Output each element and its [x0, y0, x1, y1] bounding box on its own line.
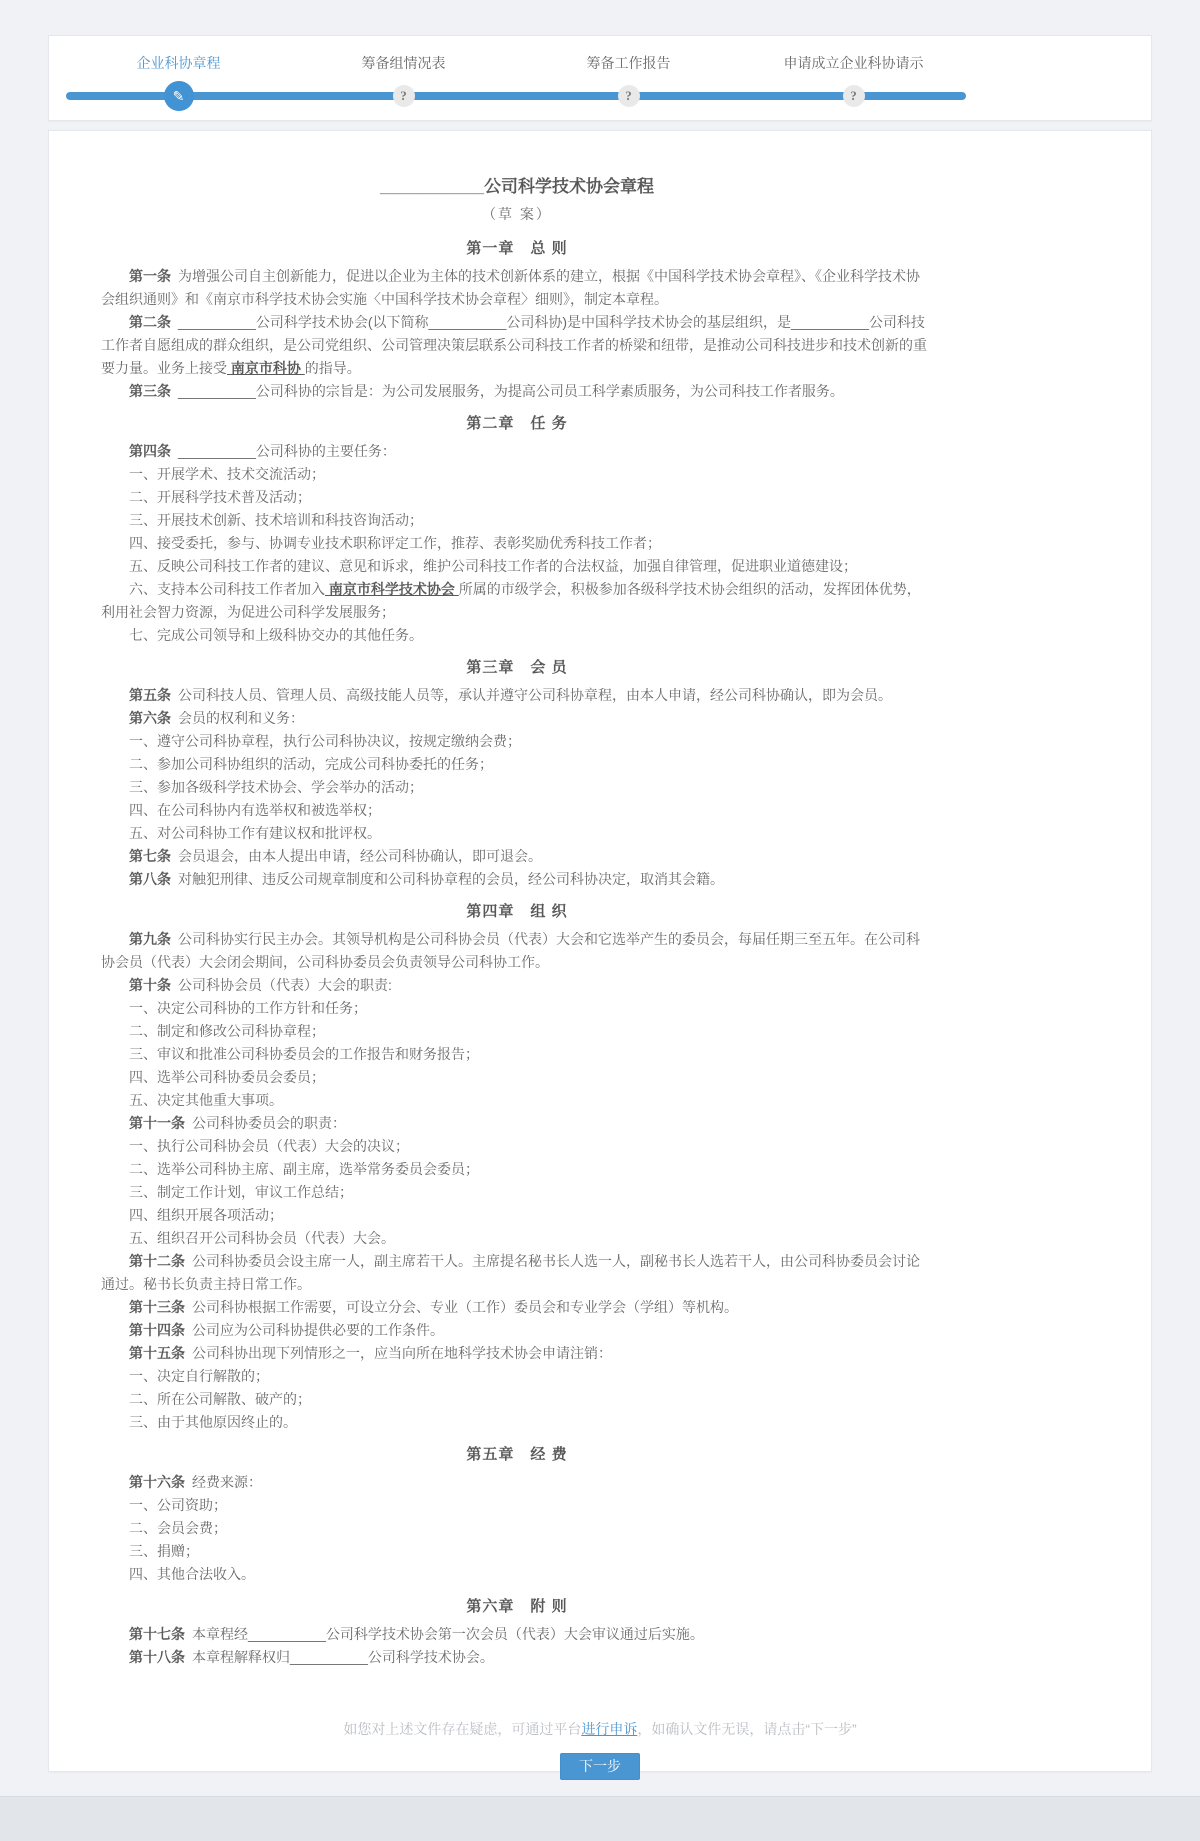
article-number: 第十条 — [129, 977, 171, 993]
article-number: 第十五条 — [129, 1345, 185, 1361]
doc-list-item: 五、决定其他重大事项。 — [129, 1092, 283, 1108]
doc-list-item: 二、制定和修改公司科协章程； — [129, 1023, 325, 1039]
doc-subtitle: （草 案） — [482, 206, 552, 222]
hint-prefix: 如您对上述文件存在疑虑，可通过平台 — [343, 1721, 582, 1737]
doc-list-item: 二、参加公司科协组织的活动，完成公司科协委托的任务； — [129, 756, 493, 772]
hint-suffix: ，如确认文件无误，请点击“下一步” — [637, 1721, 857, 1737]
article-number: 第六条 — [129, 710, 171, 726]
article-number: 第十六条 — [129, 1474, 185, 1490]
article-number: 第五条 — [129, 687, 171, 703]
step-2[interactable] — [291, 36, 516, 103]
article-number: 第一条 — [129, 268, 171, 284]
chapter-heading: 第三章 会 员 — [466, 659, 568, 676]
charter-document-card — [48, 130, 1152, 1772]
article-number: 第三条 — [129, 383, 171, 399]
chapter-heading: 第五章 经 费 — [466, 1446, 568, 1463]
step-label[interactable]: 筹备组情况表 — [361, 55, 446, 71]
doc-list-item: 三、开展技术创新、技术培训和科技咨询活动； — [129, 512, 423, 528]
article-number: 第十一条 — [129, 1115, 185, 1131]
doc-list-item: 二、会员会费； — [129, 1520, 227, 1536]
doc-paragraph: 第二条 __________公司科学技术协会(以下简称__________公司科协)是中国科学技术协会的基层组织，是__________公司科技工作者自愿组成的群众组织，是公司党组织、公司管理决策层联系公司科技工作者的桥梁和纽带，是推动公司科技进步和技术创新的重要力量。业务上接受 南京市科协 的指导。 — [101, 314, 927, 376]
doc-list-item: 三、参加各级科学技术协会、学会举办的活动； — [129, 779, 423, 795]
doc-paragraph: 第十六条 经费来源： — [129, 1474, 262, 1490]
doc-paragraph: 第一条 为增强公司自主创新能力，促进以企业为主体的技术创新体系的建立，根据《中国科学技术协会章程》、《企业科学技术协会组织通则》和《南京市科学技术协会实施〈中国科学技术协会章程〉细则》，制定本章程。 — [101, 268, 920, 307]
doc-paragraph: 第十八条 本章程解释权归__________公司科学技术协会。 — [129, 1649, 494, 1665]
doc-paragraph: 第十五条 公司科协出现下列情形之一，应当向所在地科学技术协会申请注销： — [129, 1345, 612, 1361]
chapter-heading: 第四章 组 织 — [466, 903, 568, 920]
doc-list-item: 七、完成公司领导和上级科协交办的其他任务。 — [129, 627, 423, 643]
question-icon[interactable]: ? — [393, 85, 415, 107]
doc-paragraph: 第七条 会员退会，由本人提出申请，经公司科协确认，即可退会。 — [129, 848, 542, 864]
progress-fill — [66, 92, 966, 100]
doc-list-item: 二、选举公司科协主席、副主席，选举常务委员会委员； — [129, 1161, 479, 1177]
doc-paragraph: 第十一条 公司科协委员会的职责： — [129, 1115, 346, 1131]
article-number: 第九条 — [129, 931, 171, 947]
confirm-hint — [49, 1719, 1151, 1739]
doc-list-item: 三、制定工作计划，审议工作总结； — [129, 1184, 353, 1200]
step-label[interactable]: 筹备工作报告 — [586, 55, 671, 71]
doc-list-item: 三、捐赠； — [129, 1543, 199, 1559]
doc-list-item: 二、所在公司解散、破产的； — [129, 1391, 311, 1407]
doc-list-item: 四、组织开展各项活动； — [129, 1207, 283, 1223]
step-label[interactable]: 企业科协章程 — [136, 55, 221, 71]
doc-title: ___________公司科学技术协会章程 — [379, 177, 654, 196]
doc-list-item: 一、执行公司科协会员（代表）大会的决议； — [129, 1138, 409, 1154]
document-body — [101, 173, 933, 1669]
doc-list-item: 四、接受委托，参与、协调专业技术职称评定工作，推荐、表彰奖励优秀科技工作者； — [129, 535, 661, 551]
doc-list-item: 一、决定公司科协的工作方针和任务； — [129, 1000, 367, 1016]
doc-paragraph: 第十二条 公司科协委员会设主席一人，副主席若干人。主席提名秘书长人选一人，副秘书长人选若干人，由公司科协委员会讨论通过。秘书长负责主持日常工作。 — [101, 1253, 920, 1292]
doc-list-item: 五、组织召开公司科协会员（代表）大会。 — [129, 1230, 395, 1246]
doc-list-item: 一、决定自行解散的； — [129, 1368, 269, 1384]
doc-list-item: 一、遵守公司科协章程，执行公司科协决议，按规定缴纳会费； — [129, 733, 521, 749]
step-label[interactable]: 申请成立企业科协请示 — [783, 55, 924, 71]
step-1[interactable] — [66, 36, 291, 104]
wizard-stepper — [48, 35, 1152, 121]
article-number: 第二条 — [129, 314, 171, 330]
chapter-heading: 第二章 任 务 — [466, 415, 568, 432]
doc-paragraph: 第六条 会员的权利和义务： — [129, 710, 304, 726]
article-number: 第四条 — [129, 443, 171, 459]
article-number: 第十八条 — [129, 1649, 185, 1665]
progress-track — [66, 92, 966, 100]
article-number: 第十七条 — [129, 1626, 185, 1642]
doc-list-item: 五、对公司科协工作有建议权和批评权。 — [129, 825, 381, 841]
doc-list-item: 四、在公司科协内有选举权和被选举权； — [129, 802, 381, 818]
doc-list-item: 三、由于其他原因终止的。 — [129, 1414, 297, 1430]
doc-list-item: 六、支持本公司科技工作者加入 南京市科学技术协会 所属的市级学会，积极参加各级科学技术协会组织的活动，发挥团体优势，利用社会智力资源，为促进公司科学发展服务； — [101, 581, 921, 620]
doc-list-item: 四、选举公司科协委员会委员； — [129, 1069, 325, 1085]
doc-paragraph: 第三条 __________公司科协的宗旨是：为公司发展服务，为提高公司员工科学素质服务，为公司科技工作者服务。 — [129, 383, 844, 399]
doc-list-item: 五、反映公司科技工作者的建议、意见和诉求，维护公司科技工作者的合法权益，加强自律管理，促进职业道德建设； — [129, 558, 857, 574]
question-icon[interactable]: ? — [843, 85, 865, 107]
page-footer-bar — [0, 1796, 1200, 1841]
doc-paragraph: 第十四条 公司应为公司科协提供必要的工作条件。 — [129, 1322, 444, 1338]
doc-paragraph: 第八条 对触犯刑律、违反公司规章制度和公司科协章程的会员，经公司科协决定，取消其会籍。 — [129, 871, 724, 887]
article-number: 第十四条 — [129, 1322, 185, 1338]
filled-blank: 南京市科协 — [227, 360, 305, 376]
chapter-heading: 第一章 总 则 — [466, 240, 568, 257]
question-icon[interactable]: ? — [618, 85, 640, 107]
doc-paragraph: 第十三条 公司科协根据工作需要，可设立分会、专业（工作）委员会和专业学会（学组）等机构。 — [129, 1299, 738, 1315]
doc-paragraph: 第十七条 本章程经__________公司科学技术协会第一次会员（代表）大会审议通过后实施。 — [129, 1626, 704, 1642]
chapter-heading: 第六章 附 则 — [466, 1598, 568, 1615]
doc-paragraph: 第十条 公司科协会员（代表）大会的职责: — [129, 977, 392, 993]
filled-blank: 南京市科学技术协会 — [325, 581, 459, 597]
doc-list-item: 二、开展科学技术普及活动； — [129, 489, 311, 505]
doc-list-item: 三、审议和批准公司科协委员会的工作报告和财务报告； — [129, 1046, 479, 1062]
pencil-icon[interactable]: ✎ — [164, 81, 194, 111]
stepper-steps — [66, 36, 966, 120]
article-number: 第八条 — [129, 871, 171, 887]
step-3[interactable] — [516, 36, 741, 103]
doc-list-item: 一、开展学术、技术交流活动； — [129, 466, 325, 482]
step-4[interactable] — [741, 36, 966, 103]
doc-list-item: 一、公司资助； — [129, 1497, 227, 1513]
next-step-button[interactable]: 下一步 — [560, 1753, 640, 1780]
doc-list-item: 四、其他合法收入。 — [129, 1566, 255, 1582]
article-number: 第七条 — [129, 848, 171, 864]
doc-paragraph: 第四条 __________公司科协的主要任务： — [129, 443, 396, 459]
article-number: 第十三条 — [129, 1299, 185, 1315]
doc-paragraph: 第九条 公司科协实行民主办会。其领导机构是公司科协会员（代表）大会和它选举产生的委员会，每届任期三至五年。在公司科协会员（代表）大会闭会期间，公司科协委员会负责领导公司科协工作。 — [101, 931, 920, 970]
article-number: 第十二条 — [129, 1253, 185, 1269]
appeal-link[interactable]: 进行申诉 — [581, 1721, 638, 1737]
doc-paragraph: 第五条 公司科技人员、管理人员、高级技能人员等，承认并遵守公司科协章程，由本人申请，经公司科协确认，即为会员。 — [129, 687, 892, 703]
